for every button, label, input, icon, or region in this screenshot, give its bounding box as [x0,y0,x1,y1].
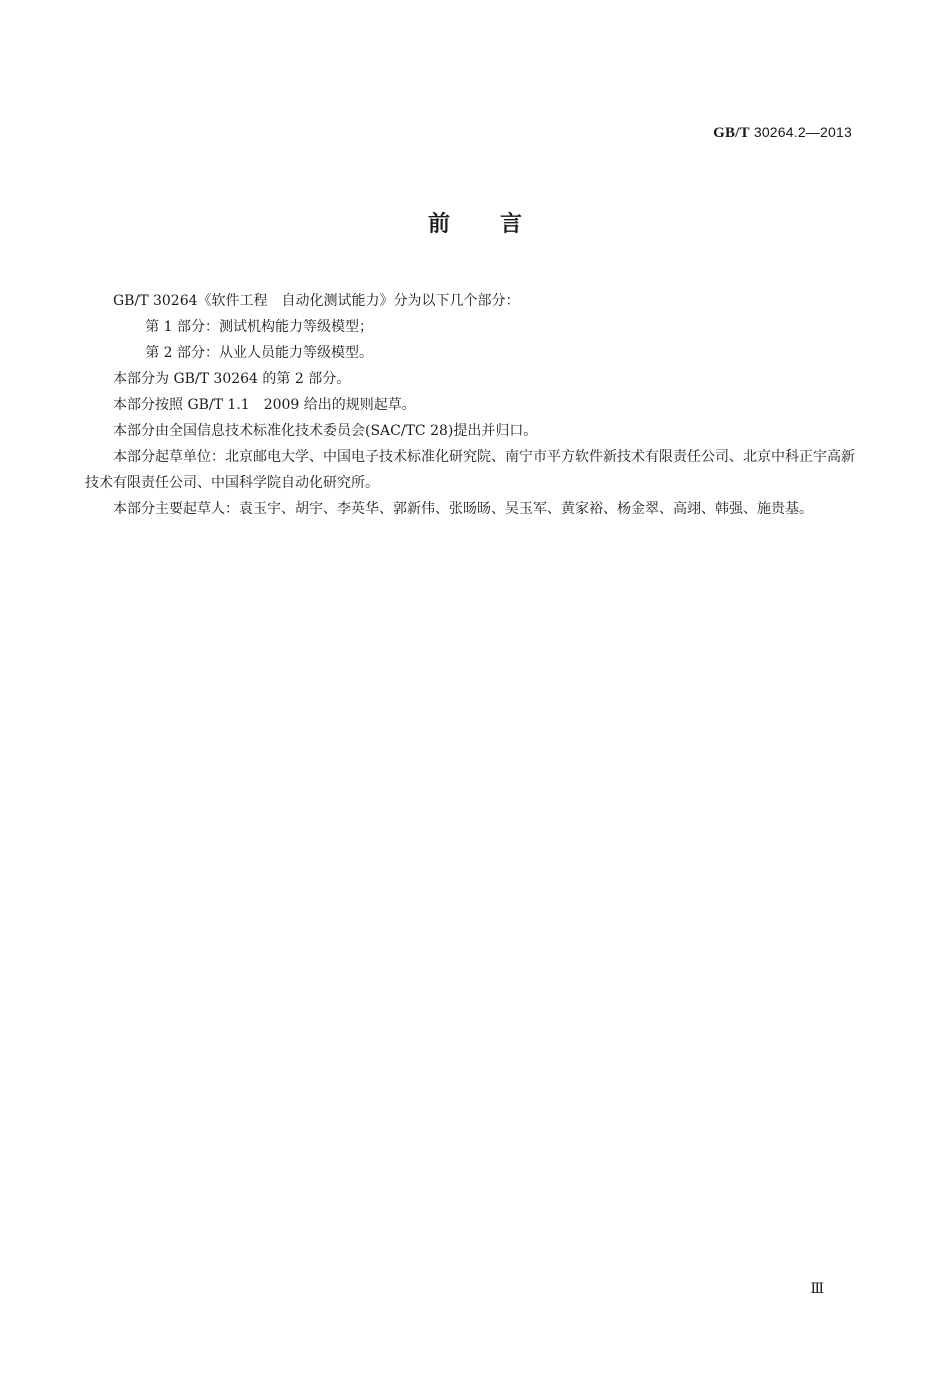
paragraph-drafting-units: 本部分起草单位：北京邮电大学、中国电子技术标准化研究院、南宁市平方软件新技术有限责任公司、北京中科正宇高新技术有限责任公司、中国科学院自动化研究所。 [85,449,855,491]
paragraph-part-1: 第 1 部分：测试机构能力等级模型； [145,319,373,335]
page-title [0,207,950,238]
paragraph-drafting-rules: 本部分按照 GB/T 1.1 2009 给出的规则起草。 [113,397,416,413]
paragraph-drafters: 本部分主要起草人：袁玉宇、胡宇、李英华、郭新伟、张旸旸、吴玉军、黄家裕、杨金翠、高翊、韩强、施贵基。 [113,501,813,517]
paragraph-proposer: 本部分由全国信息技术标准化技术委员会(SAC/TC 28)提出并归口。 [113,423,538,439]
paragraph-parts-intro: GB/T 30264《软件工程 自动化测试能力》分为以下几个部分： [113,293,520,309]
standard-number: 30264.2—2013 [749,124,852,140]
title-char-2: 言 [500,212,523,237]
page-number: Ⅲ [810,1281,824,1297]
standard-code [713,124,852,142]
paragraph-this-part: 本部分为 GB/T 30264 的第 2 部分。 [113,371,351,387]
paragraph-part-2: 第 2 部分：从业人员能力等级模型。 [145,345,373,361]
title-char-1: 前 [427,212,450,237]
foreword-body [85,288,855,522]
standard-prefix: GB/T [713,125,750,141]
